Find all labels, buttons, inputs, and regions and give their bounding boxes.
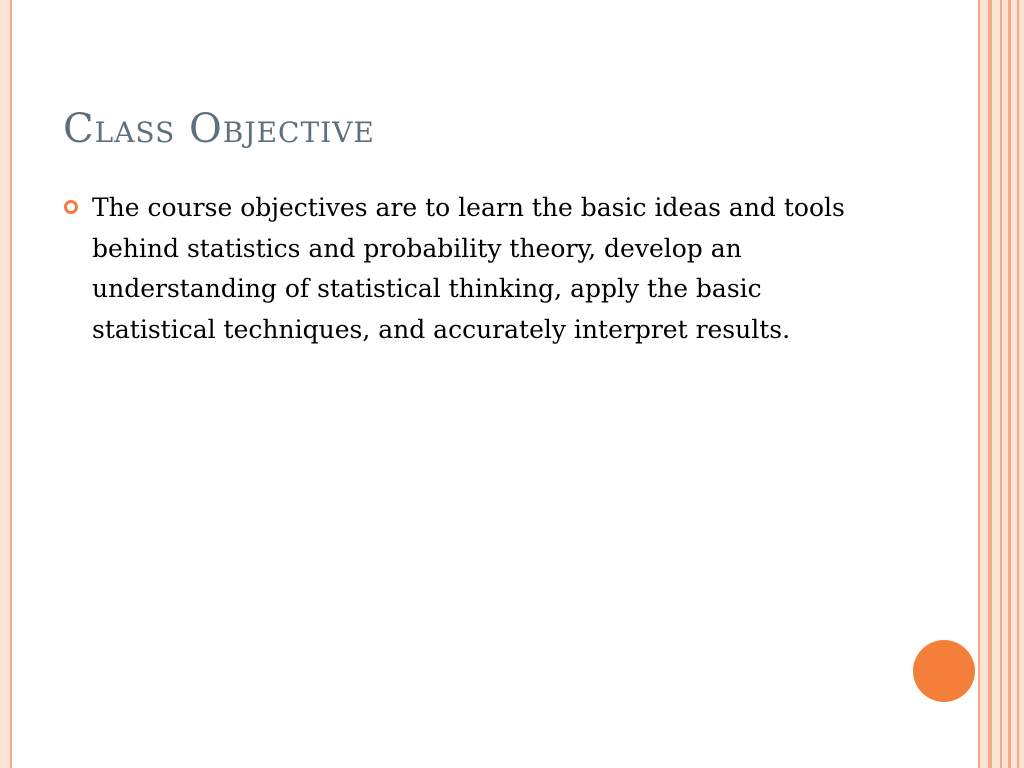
right-border-line [1017, 0, 1019, 768]
left-border-line [10, 0, 12, 768]
bullet-item [62, 188, 902, 350]
right-border-line [978, 0, 980, 768]
right-border-line [988, 0, 992, 768]
bullet-text: The course objectives are to learn the basic ideas and tools behind statistics and probability theory, develop an understanding of statistical thinking, apply the basic statistical techniques, and accurately interpret results. [92, 193, 845, 344]
right-border-line [1008, 0, 1011, 768]
right-border-line [1000, 0, 1002, 768]
slide-title: Class Objective [63, 106, 375, 152]
left-border-stripe [0, 0, 10, 768]
decorative-circle [913, 640, 975, 702]
slide-body [62, 188, 902, 350]
bullet-circle-icon [64, 200, 78, 214]
